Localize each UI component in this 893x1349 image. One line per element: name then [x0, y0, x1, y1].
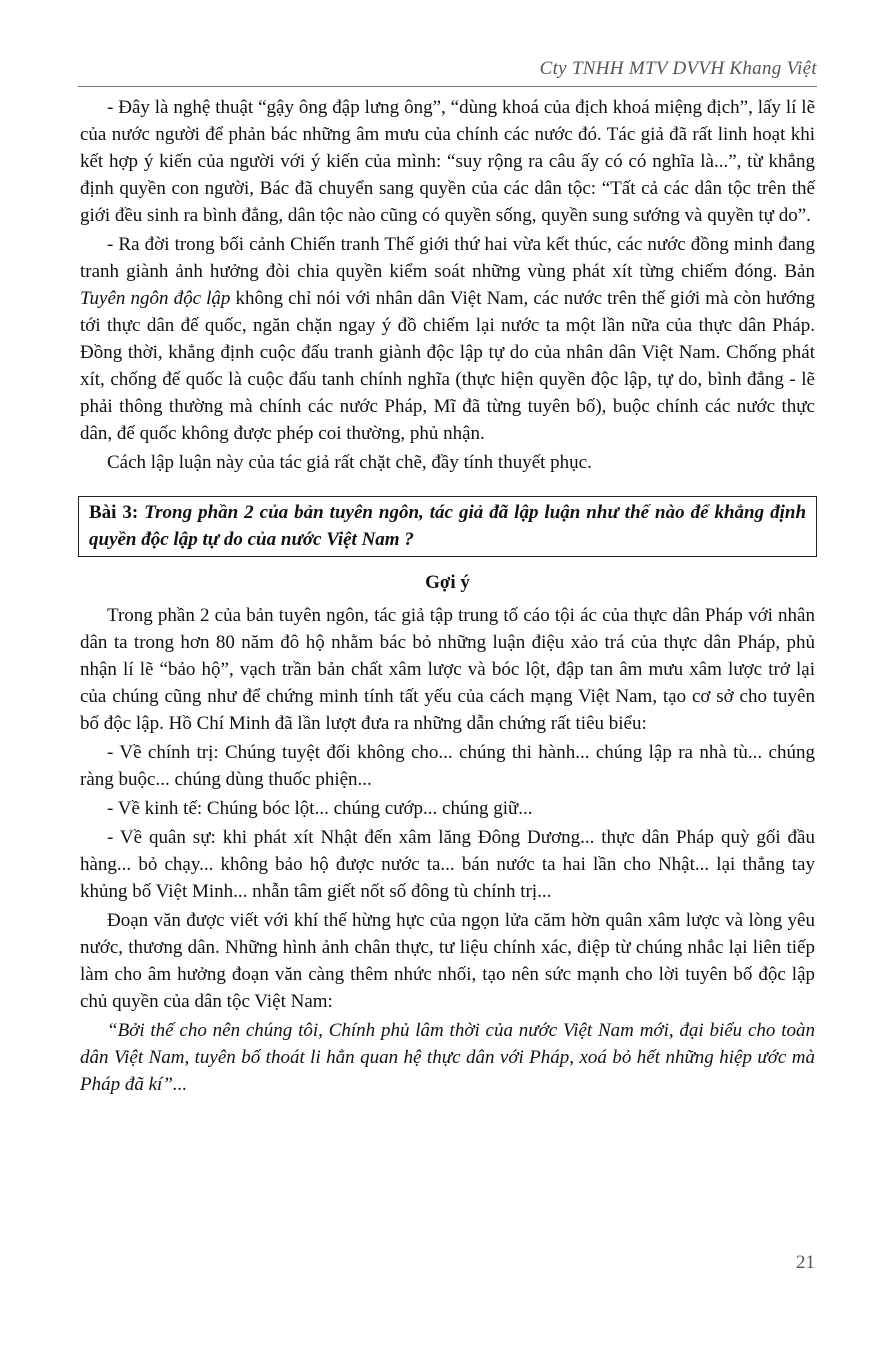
running-header — [78, 58, 817, 87]
page-body — [80, 94, 815, 1100]
declaration-quote: “Bởi thế cho nên chúng tôi, Chính phủ lâm thời của nước Việt Nam mới, đại biểu cho toàn dân Việt Nam, tuyên bố thoát li hẳn quan hệ thực dân với Pháp, xoá bỏ hết những hiệp ước mà Pháp đã kí”... — [80, 1020, 815, 1095]
paragraph-2-before: - Ra đời trong bối cảnh Chiến tranh Thế giới thứ hai vừa kết thúc, các nước đồng minh đang tranh giành ảnh hưởng đòi chia quyền kiểm soát những vùng phát xít từng chiếm đóng. Bản — [80, 234, 815, 282]
paragraph-1: - Đây là nghệ thuật “gậy ông đập lưng ông”, “dùng khoá của địch khoá miệng địch”, lấy lí lẽ của nước người để phản bác những âm mưu của chính các nước đó. Tác giả đã rất linh hoạt khi kết hợp ý kiến của người với ý kiến của mình: “suy rộng ra câu ấy có có nghĩa là...”, từ khẳng định quyền con người, Bác đã chuyển sang quyền của các dân tộc: “Tất cả các dân tộc trên thế giới đều sinh ra bình đẳng, dân tộc nào cũng có quyền sống, quyền sung sướng và quyền tự do”. — [80, 97, 815, 226]
answer-paragraph-1: Trong phần 2 của bản tuyên ngôn, tác giả tập trung tố cáo tội ác của thực dân Pháp với nhân dân ta trong hơn 80 năm đô hộ nhằm bác bỏ những luận điệu xảo trá của thực dân Pháp, phủ nhận lí lẽ “bảo hộ”, vạch trần bản chất xâm lược và bóc lột, đập tan âm mưu xâm lược trở lại của chúng cũng như để chứng minh tính tất yếu của cách mạng Việt Nam, tạo cơ sở cho tuyên bố độc lập. Hồ Chí Minh đã lần lượt đưa ra những dẫn chứng rất tiêu biểu: — [80, 605, 815, 734]
answer-paragraph-5: Đoạn văn được viết với khí thế hừng hực của ngọn lửa căm hờn quân xâm lược và lòng yêu nước, thương dân. Những hình ảnh chân thực, tư liệu chính xác, điệp từ chúng nhắc lại liên tiếp làm cho âm hưởng đoạn văn càng thêm nhức nhối, tạo nên sức mạnh cho lời tuyên bố độc lập chủ quyền của dân tộc Việt Nam: — [80, 910, 815, 1012]
paragraph-3: Cách lập luận này của tác giả rất chặt chẽ, đầy tính thuyết phục. — [107, 452, 592, 473]
paragraph-2 — [80, 231, 815, 447]
answer-economy: - Về kinh tế: Chúng bóc lột... chúng cướp... chúng giữ... — [107, 798, 533, 819]
page-number: 21 — [796, 1252, 815, 1273]
question-text: Trong phần 2 của bản tuyên ngôn, tác giả đã lập luận như thế nào để khẳng định quyền độc lập tự do của nước Việt Nam ? — [89, 502, 807, 550]
hint-heading: Gợi ý — [425, 572, 470, 593]
answer-politics: - Về chính trị: Chúng tuyệt đối không cho... chúng thi hành... chúng lập ra nhà tù... chúng ràng buộc... chúng dùng thuốc phiện... — [80, 742, 815, 790]
publisher-name: Cty TNHH MTV DVVH Khang Việt — [539, 58, 817, 79]
paragraph-2-after: không chỉ nói với nhân dân Việt Nam, các nước trên thế giới mà còn hướng tới thực dân đế quốc, ngăn chặn ngay ý đồ chiếm lại nước ta một lần nữa của thực dân Pháp. Đồng thời, khẳng định cuộc đấu tranh giành độc lập tự do của nhân dân Việt Nam. Chống phát xít, chống đế quốc là cuộc đấu tanh chính nghĩa (thực hiện quyền độc lập, tự do, bình đẳng - lẽ phải thông thường mà chính các nước Pháp, Mĩ đã từng tuyên bố), buộc chính các nước thực dân, đế quốc không được phép coi thường, phủ nhận. — [80, 288, 815, 444]
answer-military: - Về quân sự: khi phát xít Nhật đến xâm lăng Đông Dương... thực dân Pháp quỳ gối đầu hàng... bỏ chạy... không bảo hộ được nước ta... bán nước ta hai lần cho Nhật... lại thẳng tay khủng bố Việt Minh... nhẫn tâm giết nốt số đông tù chính trị... — [80, 827, 815, 902]
question-box — [78, 496, 817, 557]
question-label: Bài 3: — [89, 502, 139, 523]
document-title-italic: Tuyên ngôn độc lập — [80, 288, 231, 309]
